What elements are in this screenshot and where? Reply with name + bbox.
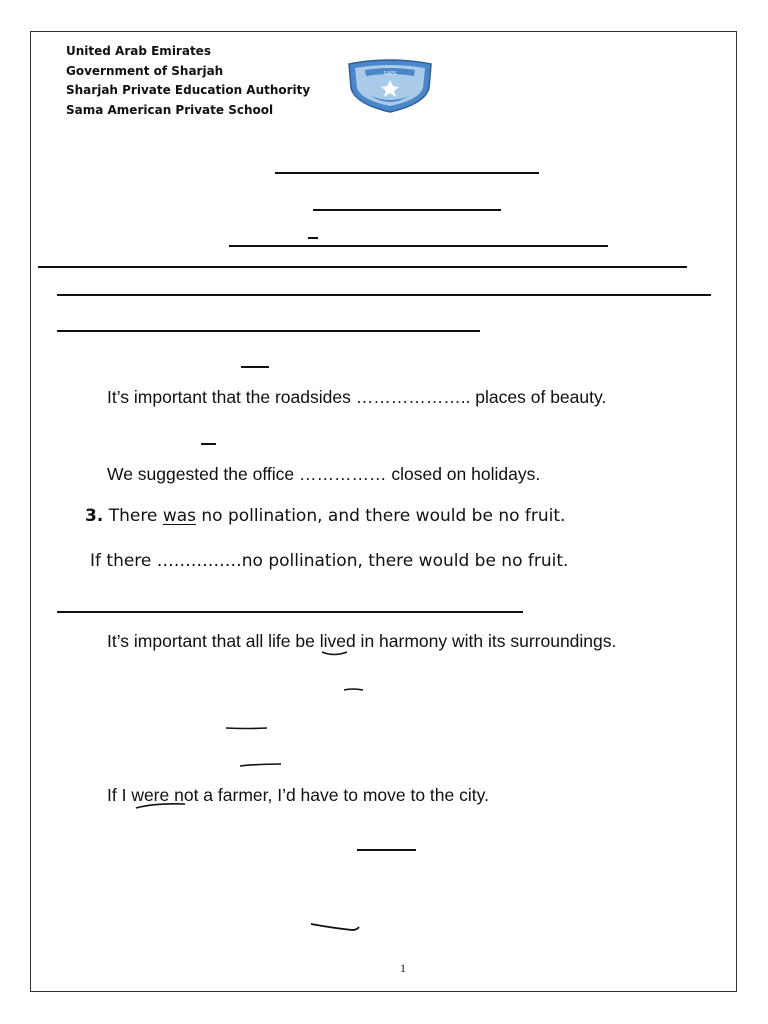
- s4-part-a: It’s important that all life: [107, 631, 296, 651]
- s5-word-were: were: [131, 785, 175, 805]
- question-3: [85, 506, 565, 526]
- blank-mark: [241, 366, 269, 368]
- header-block: [66, 42, 310, 120]
- blank-line-2: [57, 294, 711, 296]
- s4-part-b: lived in harmony with its surroundings.: [314, 631, 617, 651]
- handwritten-underline: [320, 649, 350, 659]
- blank-line-instructions: [229, 245, 608, 247]
- header-authority: Sharjah Private Education Authority: [66, 83, 311, 97]
- school-logo: [345, 58, 435, 114]
- q3-part-a: There: [108, 506, 163, 526]
- s5-part-a: If I: [107, 785, 132, 805]
- blank-mark: [308, 237, 318, 239]
- handwritten-mark: [238, 760, 284, 770]
- s5-part-b: not a farmer, I’d have to move to the city.: [174, 785, 489, 805]
- blank-line-title: [275, 172, 539, 174]
- sentence-roadsides: It’s important that the roadsides ……………….. places of beauty.: [107, 387, 607, 407]
- header-country: United Arab Emirates: [66, 44, 211, 58]
- handwritten-mark: [224, 724, 270, 732]
- blank-line-1: [38, 266, 687, 268]
- blank-line-subtitle: [313, 209, 501, 211]
- q3-underlined-word: was: [162, 506, 196, 526]
- s4-word-be: be: [295, 631, 315, 651]
- handwritten-mark: [342, 686, 366, 694]
- blank-line-3: [57, 330, 480, 332]
- blank-line-4: [57, 611, 523, 613]
- header-government: Government of Sharjah: [66, 63, 224, 78]
- question-number: 3.: [85, 506, 104, 526]
- q3-rewrite: If there ……………no pollination, there would be no fruit.: [90, 551, 569, 571]
- handwritten-underline: [134, 801, 188, 811]
- q3-part-b: no pollination, and there would be no fruit.: [196, 506, 566, 526]
- header-school: Sama American Private School: [66, 102, 274, 117]
- sentence-office: We suggested the office …………… closed on holidays.: [107, 464, 541, 484]
- logo-text: SAPS: [383, 71, 397, 77]
- blank-mark: [357, 849, 416, 851]
- handwritten-mark: [308, 920, 362, 934]
- page-number: 1: [400, 961, 406, 975]
- sentence-life: [107, 631, 616, 652]
- blank-mark: [201, 443, 216, 445]
